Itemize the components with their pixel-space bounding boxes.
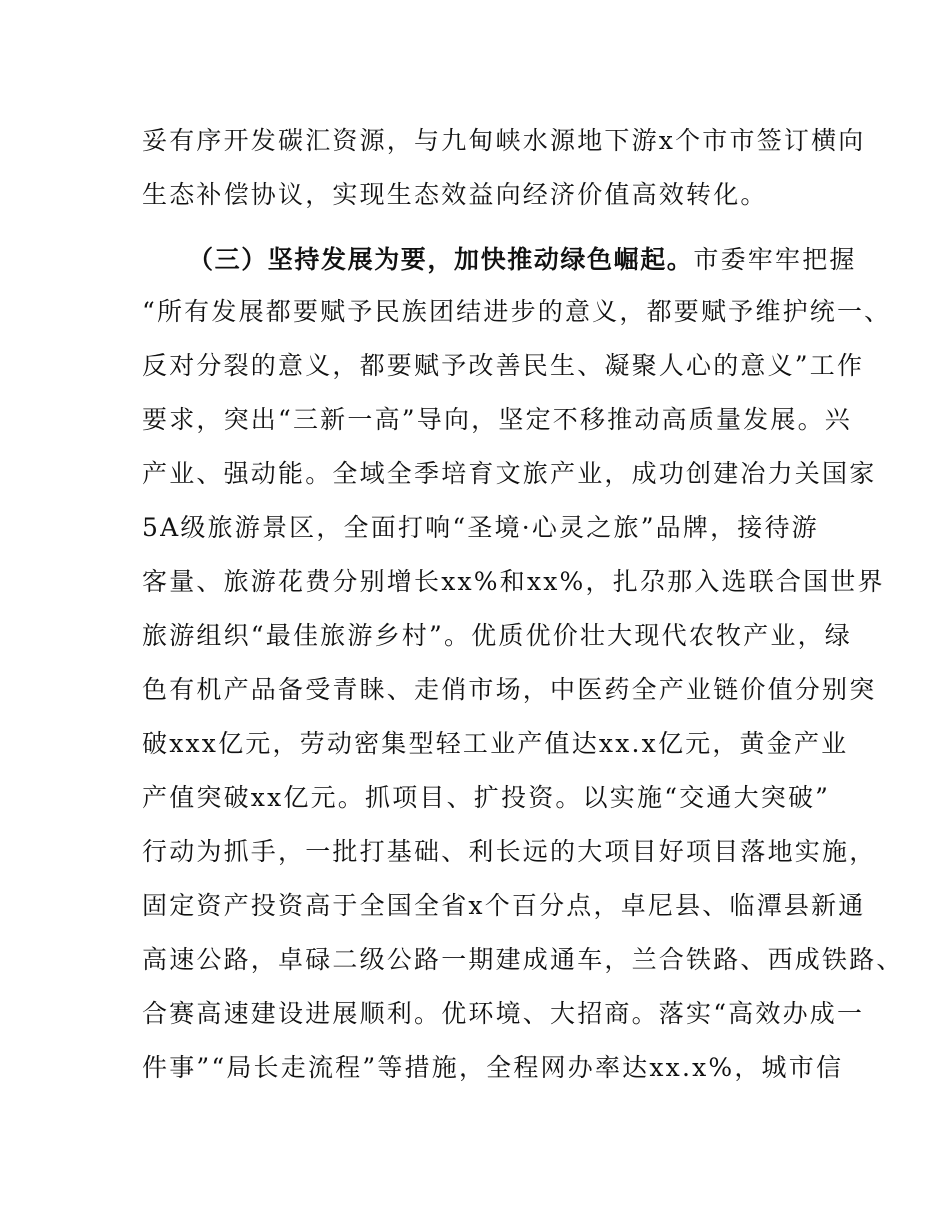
text-line: 行动为抓手，一批打基础、利长远的大项目好项目落地实施， bbox=[142, 837, 877, 866]
text-line: 5A级旅游景区，全面打响“圣境·心灵之旅”品牌，接待游 bbox=[142, 513, 819, 542]
text-line: 产值突破xx亿元。抓项目、扩投资。以实施“交通大突破” bbox=[142, 783, 831, 812]
text-line: 要求，突出“三新一高”导向，坚定不移推动高质量发展。兴 bbox=[142, 405, 852, 434]
text-line: 旅游组织“最佳旅游乡村”。优质优价壮大现代农牧产业，绿 bbox=[142, 621, 852, 650]
text-line: “所有发展都要赋予民族团结进步的意义，都要赋予维护统一、 bbox=[142, 297, 892, 326]
text-line: 高速公路，卓碌二级公路一期建成通车，兰合铁路、西成铁路、 bbox=[142, 945, 904, 974]
section-heading: （三）坚持发展为要，加快推动绿色崛起。 bbox=[188, 245, 694, 274]
text-line: 客量、旅游花费分别增长xx%和xx%，扎尕那入选联合国世界 bbox=[142, 567, 885, 596]
text-line: 反对分裂的意义，都要赋予改善民生、凝聚人心的意义”工作 bbox=[142, 351, 865, 380]
text-line: 件事”“局长走流程”等措施，全程网办率达xx.x%，城市信 bbox=[142, 1053, 844, 1082]
text-line: 产业、强动能。全域全季培育文旅产业，成功创建冶力关国家 bbox=[142, 459, 877, 488]
text-line: 妥有序开发碳汇资源，与九甸峡水源地下游x个市市签订横向 bbox=[142, 126, 866, 155]
text-line: 色有机产品备受青睐、走俏市场，中医药全产业链价值分别突 bbox=[142, 675, 877, 704]
text-line: 生态补偿协议，实现生态效益向经济价值高效转化。 bbox=[142, 180, 768, 209]
section-heading-tail: 市委牢牢把握 bbox=[693, 245, 857, 274]
text-line: 破xxx亿元，劳动密集型轻工业产值达xx.x亿元，黄金产业 bbox=[142, 729, 849, 758]
section-paragraph-first-line bbox=[188, 244, 857, 276]
text-line: 合赛高速建设进展顺利。优环境、大招商。落实“高效办成一 bbox=[142, 999, 865, 1028]
text-line: 固定资产投资高于全国全省x个百分点，卓尼县、临潭县新通 bbox=[142, 891, 866, 920]
